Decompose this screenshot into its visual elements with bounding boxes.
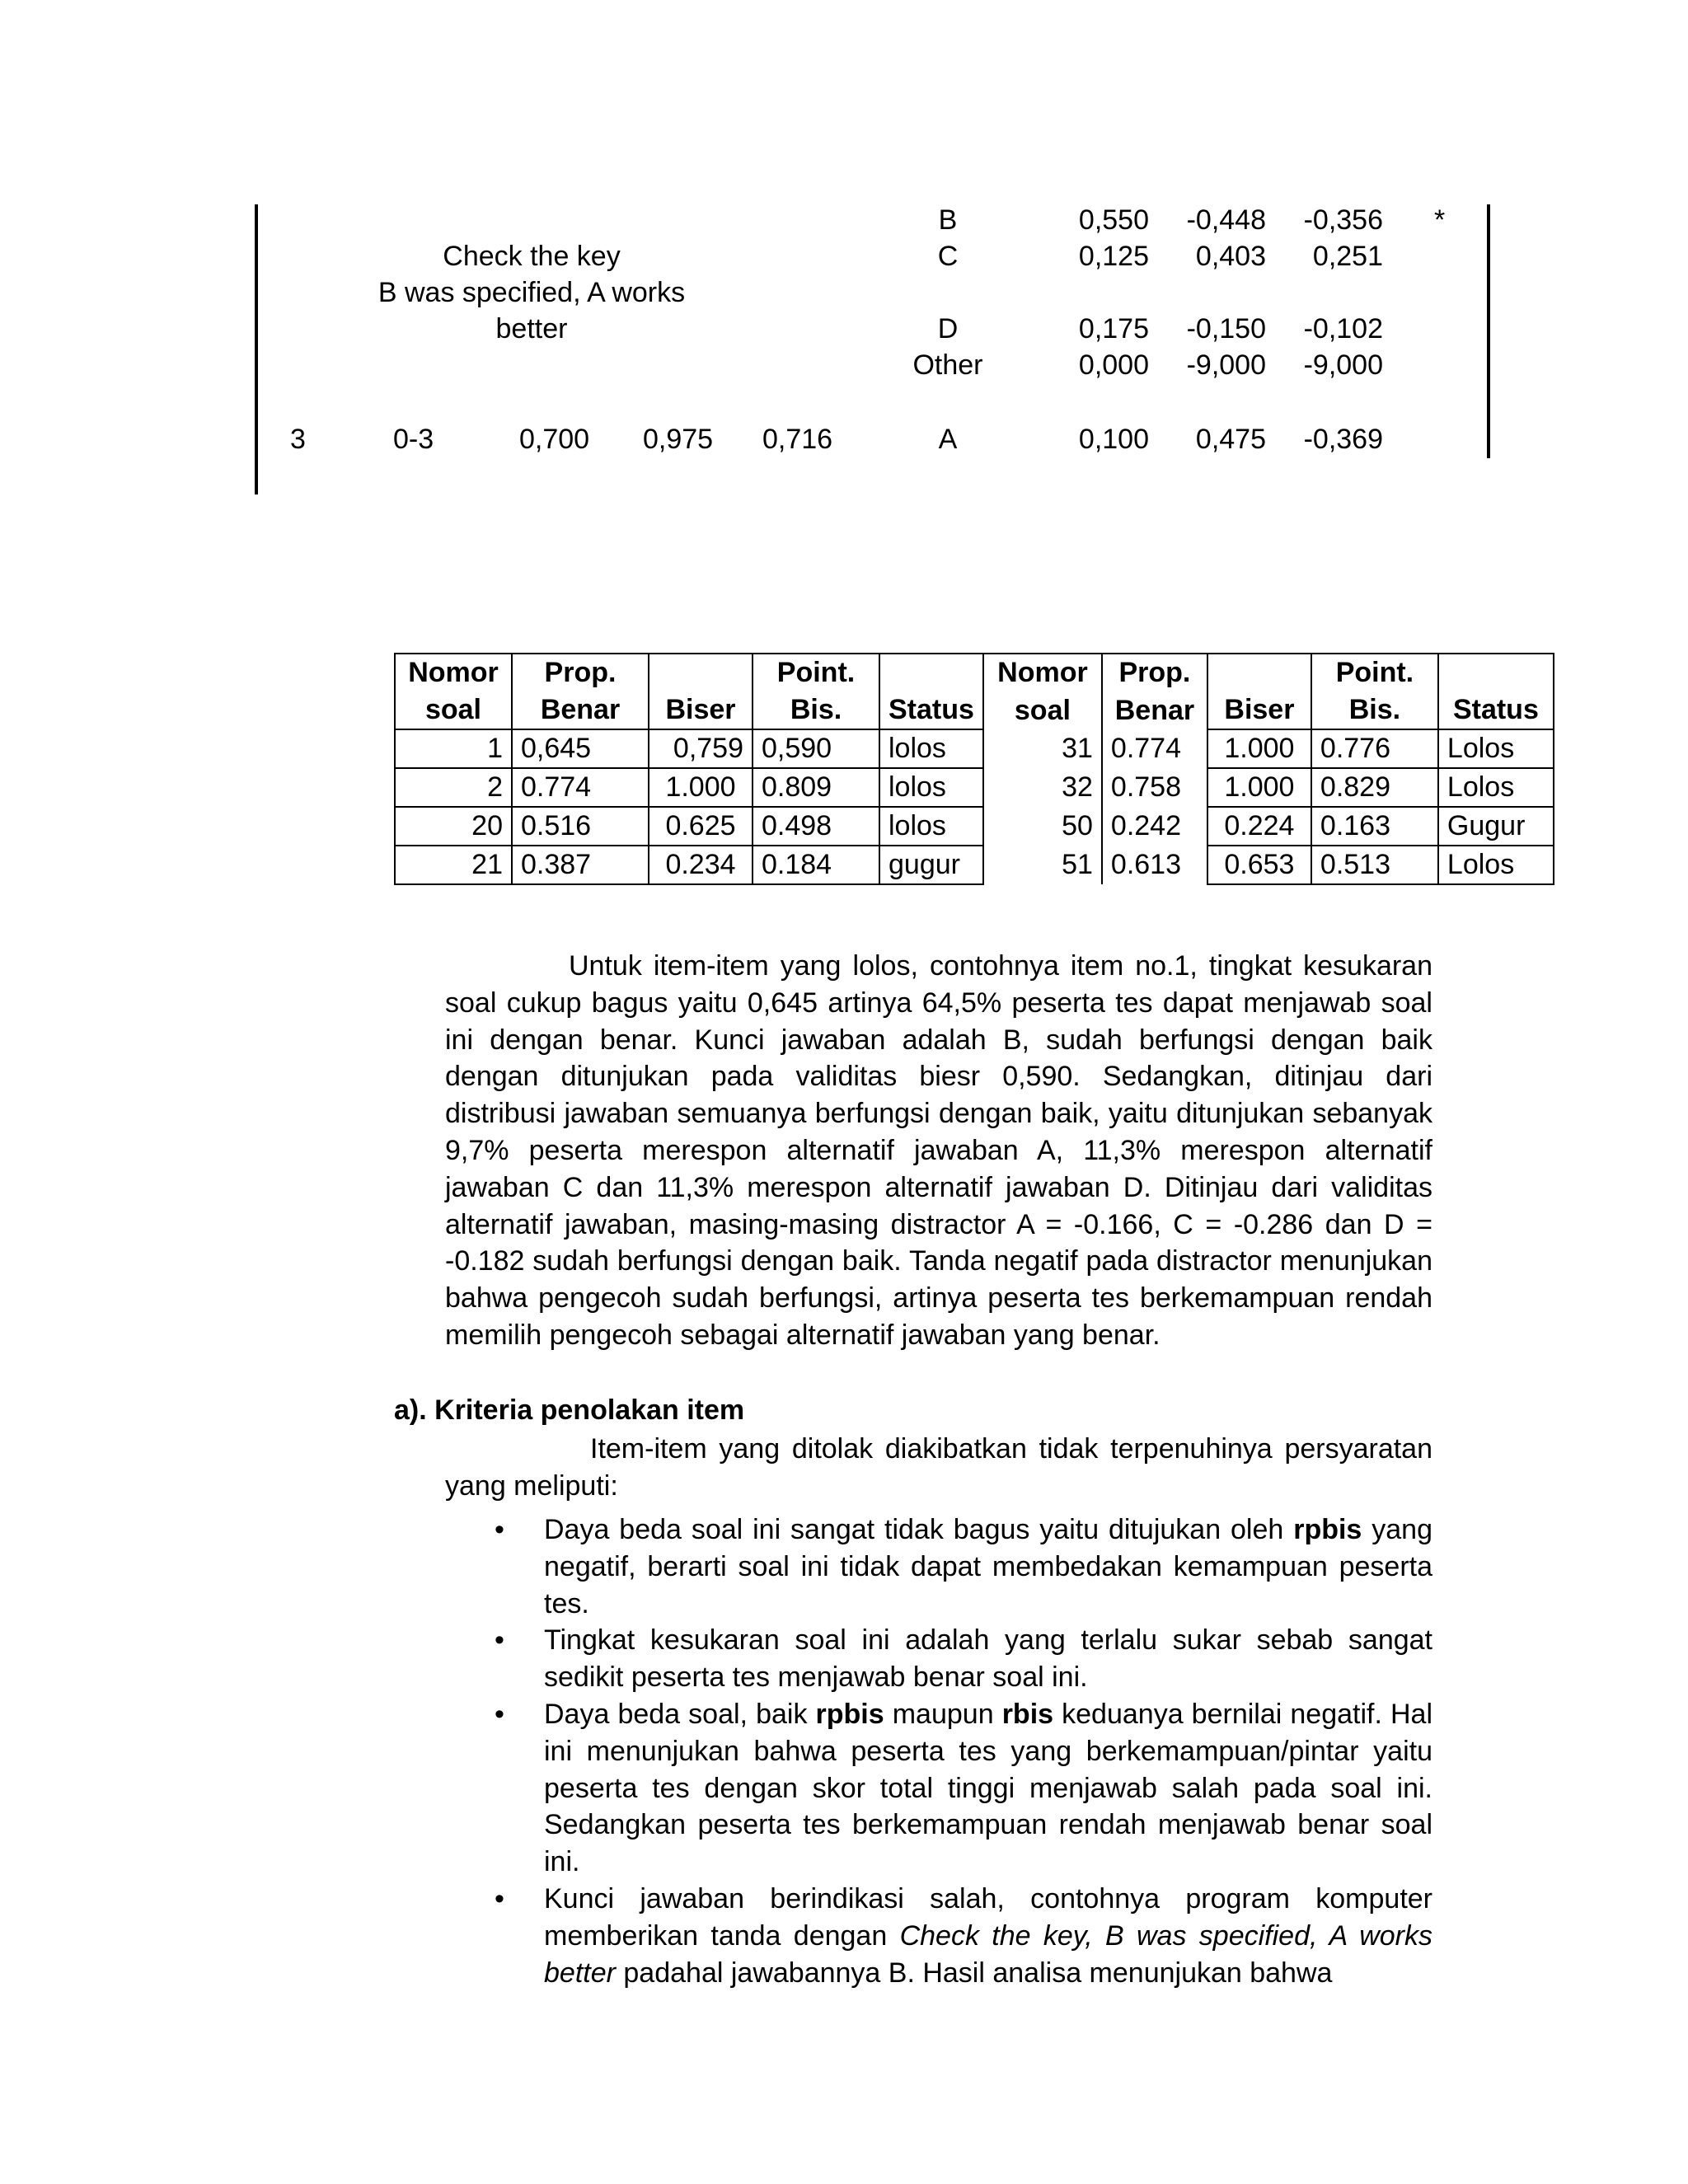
option-label: A xyxy=(938,424,958,455)
cell-no: 1 xyxy=(395,729,512,768)
col-point: Point. xyxy=(753,654,879,691)
cell-pbis-2: 0.776 xyxy=(1311,729,1438,768)
item-seq: 0-3 xyxy=(393,424,434,455)
option-pbis: -0,369 xyxy=(1303,424,1383,455)
right-border-line xyxy=(1487,204,1490,458)
table-header-row-1 xyxy=(395,654,1554,691)
option-biser: -0,150 xyxy=(1186,313,1266,344)
list-item xyxy=(495,1622,1432,1696)
cell-status-2: Gugur xyxy=(1438,807,1554,846)
bold-term: rpbis xyxy=(815,1698,884,1730)
col-prop-2: Prop. xyxy=(1102,654,1207,691)
option-prop: 0,175 xyxy=(1078,313,1149,344)
table-row xyxy=(395,807,1554,846)
item-pbis: 0,716 xyxy=(762,424,833,455)
table-row xyxy=(395,729,1554,768)
list-item xyxy=(495,1511,1432,1622)
cell-prop-2: 0.758 xyxy=(1102,768,1207,807)
cell-no-2: 32 xyxy=(1062,771,1093,803)
option-pbis: 0,251 xyxy=(1312,241,1383,272)
item-number: 3 xyxy=(290,424,306,455)
col-prop-sub-2: Benar xyxy=(1102,691,1207,729)
col-status-top-2 xyxy=(1438,654,1554,691)
col-nomor-sub: soal xyxy=(395,691,512,729)
option-pbis: -9,000 xyxy=(1303,349,1383,381)
cell-status-2: Lolos xyxy=(1438,729,1554,768)
cell-pbis: 0,590 xyxy=(753,729,879,768)
cell-pbis: 0.809 xyxy=(753,768,879,807)
key-flag: * xyxy=(1434,204,1446,236)
option-label: C xyxy=(937,241,959,272)
item-prop: 0,700 xyxy=(519,424,590,455)
key-note-line-1: Check the key xyxy=(443,241,621,272)
cell-prop-2: 0.242 xyxy=(1102,807,1207,846)
cell-status: lolos xyxy=(879,729,983,768)
paragraph-intro-text: Item-item yang ditolak diakibatkan tidak terpenuhinya persyaratan yang meliputi: xyxy=(445,1433,1432,1502)
cell-no-2: 51 xyxy=(1062,849,1093,880)
col-status-2: Status xyxy=(1438,691,1554,729)
col-biser-top-2 xyxy=(1207,654,1311,691)
cell-status: lolos xyxy=(879,768,983,807)
key-note-line-3: better xyxy=(495,313,568,344)
option-pbis: -0,356 xyxy=(1303,204,1383,236)
cell-biser-2: 0.224 xyxy=(1207,807,1311,846)
col-prop: Prop. xyxy=(512,654,649,691)
bullet-icon: • xyxy=(495,1624,504,1657)
cell-biser: 1.000 xyxy=(649,768,753,807)
option-prop: 0,100 xyxy=(1078,424,1149,455)
criteria-list xyxy=(495,1511,1432,1991)
option-prop: 0,125 xyxy=(1078,241,1149,272)
text: Kunci jawaban berindikasi salah, contohnya program komputer memberikan tanda dengan xyxy=(544,1882,1432,1952)
cell-pbis-2: 0.513 xyxy=(1311,846,1438,884)
cell-pbis-2: 0.163 xyxy=(1311,807,1438,846)
col-point-2: Point. xyxy=(1311,654,1438,691)
option-label: D xyxy=(937,313,959,344)
bold-term: rpbis xyxy=(1293,1514,1362,1545)
cell-status-2: Lolos xyxy=(1438,768,1554,807)
table-row xyxy=(395,768,1554,807)
bullet-icon: • xyxy=(495,1698,504,1730)
cell-no-2: 31 xyxy=(1062,733,1093,764)
cell-biser: 0,759 xyxy=(649,729,753,768)
key-note-line-2: B was specified, A works xyxy=(377,277,686,308)
cell-prop-2: 0.613 xyxy=(1102,846,1207,884)
col-point-sub: Bis. xyxy=(753,691,879,729)
paragraph-lolos-text: Untuk item-item yang lolos, contohnya item no.1, tingkat kesukaran soal cukup bagus yaitu 0,645 artinya 64,5% peserta tes dapat menjawab soal ini dengan benar. Kunci jawaban adalah B, sudah berfungsi dengan baik dengan ditunjukan pada validitas biesr 0,590. Sedangkan, ditinjau dari distribusi jawaban semuanya berfungsi dengan baik, yaitu ditunjukan sebanyak 9,7% peserta merespon alternatif jawaban A, 11,3% merespon alternatif jawaban C dan 11,3% merespon alternatif jawaban D. Ditinjau dari validitas alternatif jawaban, masing-masing distractor A = -0.166, C = -0.286 dan D = -0.182 sudah berfungsi dengan baik. Tanda negatif pada distractor menunjukan bahwa pengecoh sudah berfungsi, artinya peserta tes berkemampuan rendah memilih pengecoh sebagai alternatif jawaban yang benar. xyxy=(445,950,1432,1351)
cell-prop: 0.516 xyxy=(512,807,649,846)
col-status-top xyxy=(879,654,983,691)
bullet-icon: • xyxy=(495,1514,504,1545)
paragraph-intro xyxy=(445,1431,1432,1505)
text: Tingkat kesukaran soal ini adalah yang terlalu sukar sebab sangat sedikit peserta tes menjawab benar soal ini. xyxy=(544,1624,1432,1694)
option-biser: 0,475 xyxy=(1195,424,1266,455)
cell-status-2: Lolos xyxy=(1438,846,1554,884)
cell-biser-2: 1.000 xyxy=(1207,768,1311,807)
col-point-sub-2: Bis. xyxy=(1311,691,1438,729)
text: Daya beda soal ini sangat tidak bagus yaitu ditujukan oleh xyxy=(544,1514,1294,1545)
option-biser: -9,000 xyxy=(1186,349,1266,381)
cell-prop: 0.387 xyxy=(512,846,649,884)
paragraph-lolos xyxy=(445,948,1432,1354)
cell-status: gugur xyxy=(879,846,983,884)
cell-pbis-2: 0.829 xyxy=(1311,768,1438,807)
cell-pbis: 0.184 xyxy=(753,846,879,884)
cell-biser: 0.234 xyxy=(649,846,753,884)
list-item xyxy=(495,1696,1432,1881)
option-prop: 0,000 xyxy=(1078,349,1149,381)
cell-biser: 0.625 xyxy=(649,807,753,846)
table-header-row-2 xyxy=(395,691,1554,729)
text: keduanya bernilai negatif. Hal ini menunjukan bahwa peserta tes yang berkemampuan/pintar yaitu peserta tes dengan skor total tinggi menjawab salah pada soal ini. Sedangkan peserta tes berkemampuan rendah menjawab benar soal ini. xyxy=(544,1698,1433,1878)
section-heading: a). Kriteria penolakan item xyxy=(394,1394,745,1426)
italic-term: Check the key, B was specified, A works better xyxy=(544,1919,1433,1989)
table-row xyxy=(395,846,1554,884)
cell-biser-2: 1.000 xyxy=(1207,729,1311,768)
col-biser-top xyxy=(649,654,753,691)
col-nomor-2: Nomor xyxy=(983,654,1102,691)
cell-no: 21 xyxy=(395,846,512,884)
cell-status: lolos xyxy=(879,807,983,846)
cell-prop-2: 0.774 xyxy=(1102,729,1207,768)
item-biser: 0,975 xyxy=(643,424,714,455)
bullet-icon: • xyxy=(495,1882,504,1915)
bold-term: rbis xyxy=(1001,1698,1054,1730)
col-nomor: Nomor xyxy=(395,654,512,691)
list-item xyxy=(495,1881,1432,1991)
cell-no-2: 50 xyxy=(1062,810,1093,841)
cell-no: 20 xyxy=(395,807,512,846)
col-status: Status xyxy=(879,691,983,729)
text: yang negatif, berarti soal ini tidak dapat membedakan kemampuan peserta tes. xyxy=(544,1514,1432,1619)
cell-no: 2 xyxy=(395,768,512,807)
cell-pbis: 0.498 xyxy=(753,807,879,846)
option-label: B xyxy=(938,204,958,236)
option-biser: 0,403 xyxy=(1195,241,1266,272)
text: maupun xyxy=(884,1698,1002,1730)
option-biser: -0,448 xyxy=(1186,204,1266,236)
cell-prop: 0.774 xyxy=(512,768,649,807)
col-biser-2: Biser xyxy=(1207,691,1311,729)
summary-table xyxy=(394,653,1554,885)
col-biser: Biser xyxy=(649,691,753,729)
col-nomor-sub-2: soal xyxy=(1014,694,1071,726)
option-label: Other xyxy=(912,349,983,381)
text: Daya beda soal, baik xyxy=(544,1698,816,1730)
text: padahal jawabannya B. Hasil analisa menunjukan bahwa xyxy=(615,1957,1333,1989)
cell-biser-2: 0.653 xyxy=(1207,846,1311,884)
left-border-line xyxy=(255,204,258,494)
cell-prop: 0,645 xyxy=(512,729,649,768)
option-prop: 0,550 xyxy=(1078,204,1149,236)
col-prop-sub: Benar xyxy=(512,691,649,729)
option-pbis: -0,102 xyxy=(1303,313,1383,344)
